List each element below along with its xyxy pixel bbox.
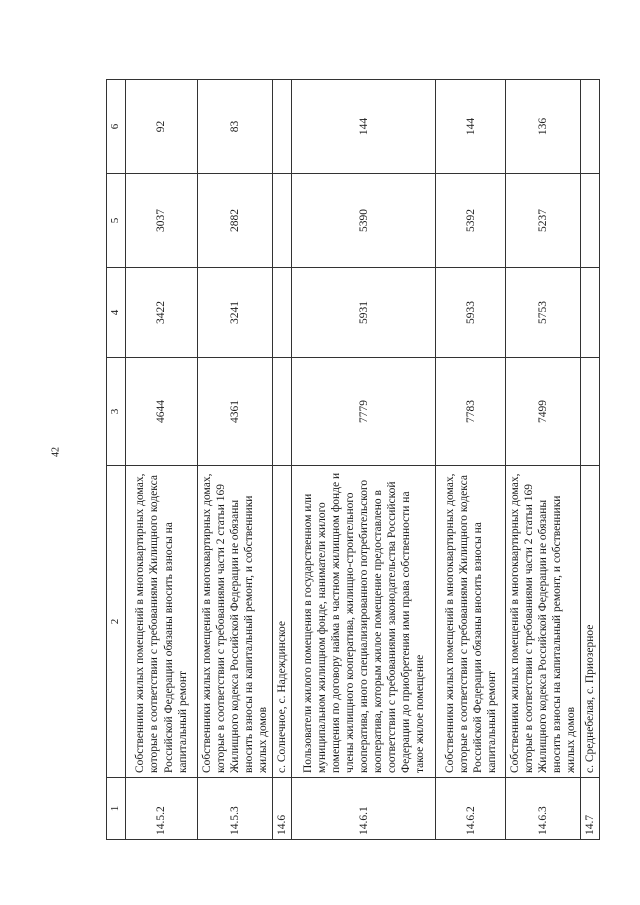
row-code: 14.7 [581,778,600,840]
row-value-col3: 4361 [198,358,273,466]
row-code: 14.6 [273,778,292,840]
header-cell: 4 [107,268,126,358]
row-description: с. Солнечное, с. Надеждинское [273,466,292,778]
row-description: Пользователи жилого помещения в государственном или муниципальном жилищном фонде, наниматели жилого помещения по договору найма в частном жилищном фонде и члены жилищного кооператива, жилищно-строительного кооператива, иного специализированного потребительского кооператива, которым жилое помещение предоставлено в соответствии с требованиями законодательства Российской Федерации до приобретения ими права собственности на такое жилое помещение [292,466,436,778]
row-value-col5: 5390 [292,174,436,268]
header-cell: 6 [107,80,126,174]
row-value-col3: 7783 [436,358,506,466]
header-row [107,80,126,840]
row-value-col6: 136 [506,80,581,174]
row-description: Собственники жилых помещений в многоквартирных домах, которые в соответствии с требованиями части 2 статьи 169 Жилищного кодекса Российской Федерации не обязаны вносить взносы на капитальный ремонт, и собственники жилых домов [506,466,581,778]
header-cell: 2 [107,466,126,778]
row-value-col5: 5392 [436,174,506,268]
tariff-table [106,79,600,840]
row-value-col6: 83 [198,80,273,174]
row-value-col5: 5237 [506,174,581,268]
page-number: 42 [50,447,62,457]
section-row [273,80,292,840]
row-code: 14.5.2 [126,778,198,840]
row-value-col3: 7779 [292,358,436,466]
row-description: Собственники жилых помещений в многоквартирных домах, которые в соответствии с требованиями Жилищного кодекса Российской Федерации обязаны вносить взносы на капитальный ремонт [436,466,506,778]
table-row [198,80,273,840]
row-value-col4: 5753 [506,268,581,358]
row-value-col6 [273,80,292,174]
row-value-col4: 3241 [198,268,273,358]
row-value-col3 [581,358,600,466]
row-description: Собственники жилых помещений в многоквартирных домах, которые в соответствии с требованиями части 2 статьи 169 Жилищного кодекса Российской Федерации не обязаны вносить взносы на капитальный ремонт, и собственники жилых домов [198,466,273,778]
row-description: Собственники жилых помещений в многоквартирных домах, которые в соответствии с требованиями Жилищного кодекса Российской Федерации обязаны вносить взносы на капитальный ремонт [126,466,198,778]
row-value-col3: 4644 [126,358,198,466]
row-value-col5: 2882 [198,174,273,268]
row-value-col6: 92 [126,80,198,174]
row-code: 14.6.3 [506,778,581,840]
row-value-col6: 144 [436,80,506,174]
header-cell: 1 [107,778,126,840]
row-value-col4: 5933 [436,268,506,358]
row-value-col5 [273,174,292,268]
row-value-col3 [273,358,292,466]
row-description: с. Среднебелая, с. Приозерное [581,466,600,778]
row-code: 14.6.1 [292,778,436,840]
table-row [126,80,198,840]
table-row [506,80,581,840]
row-value-col4: 5931 [292,268,436,358]
row-value-col4 [581,268,600,358]
row-value-col4 [273,268,292,358]
header-cell: 5 [107,174,126,268]
row-value-col5 [581,174,600,268]
row-value-col5: 3037 [126,174,198,268]
row-code: 14.6.2 [436,778,506,840]
row-value-col6 [581,80,600,174]
row-value-col6: 144 [292,80,436,174]
row-value-col4: 3422 [126,268,198,358]
row-value-col3: 7499 [506,358,581,466]
header-cell: 3 [107,358,126,466]
table-row [436,80,506,840]
section-row [581,80,600,840]
table-row [292,80,436,840]
table-container [106,80,597,840]
rotated-landscape-table [106,80,597,840]
row-code: 14.5.3 [198,778,273,840]
